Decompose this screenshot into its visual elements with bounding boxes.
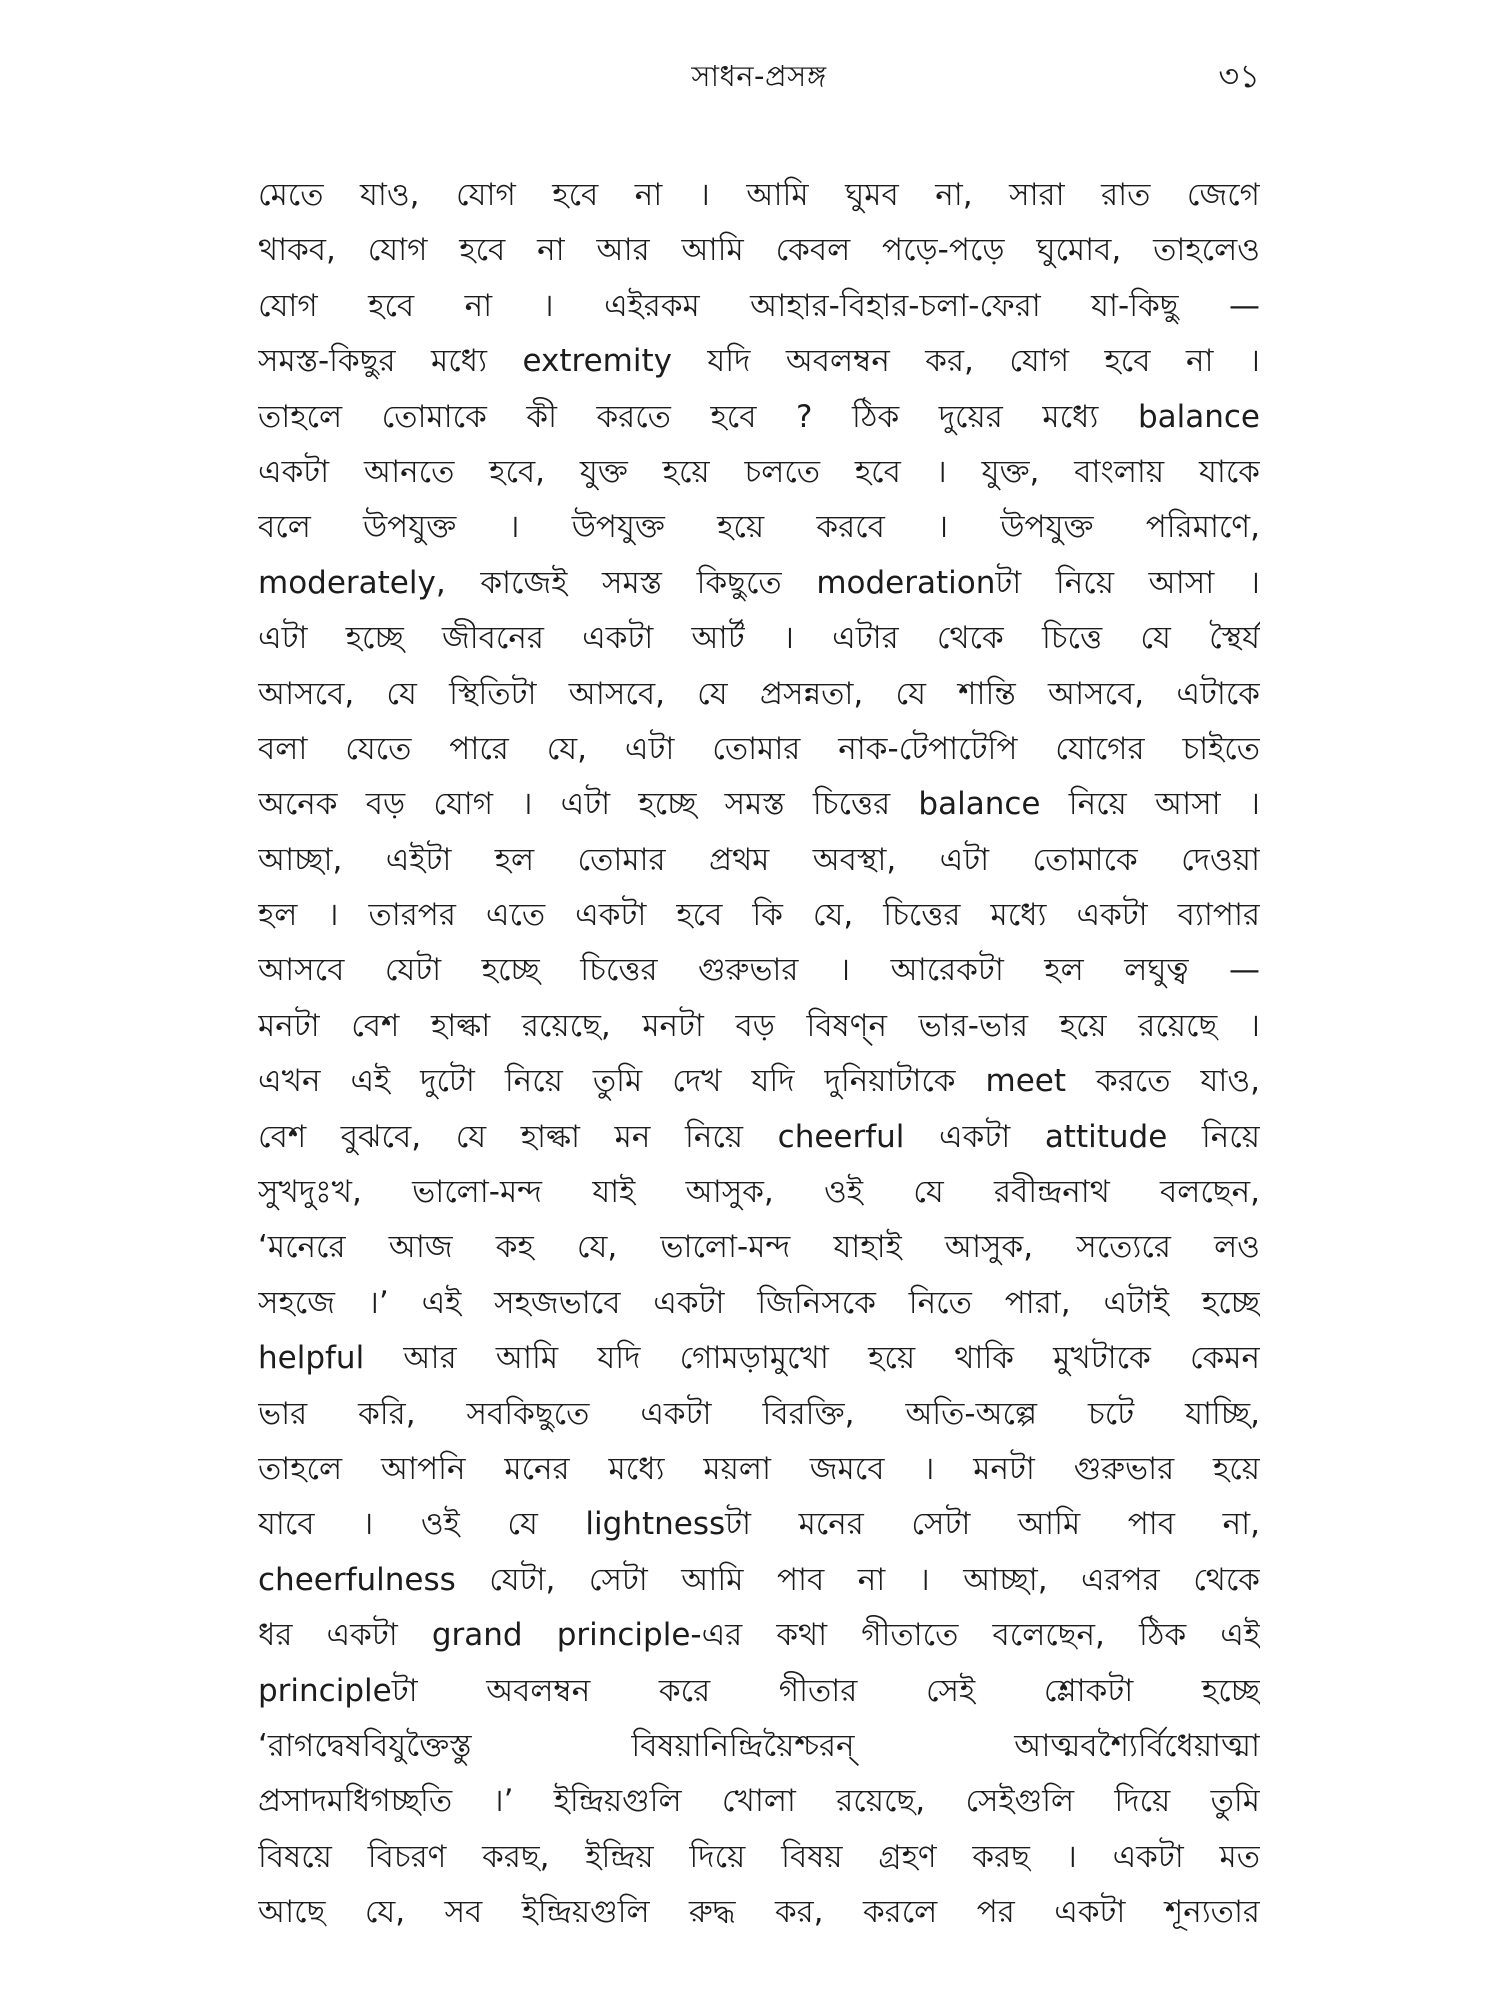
text-line: বলে উপযুক্ত । উপযুক্ত হয়ে করবে । উপযুক্ত পরিমাণে, <box>258 509 1260 546</box>
text-line: principleটা অবলম্বন করে গীতার সেই শ্লোকটা হচ্ছে <box>258 1672 1260 1709</box>
text-line: মেতে যাও, যোগ হবে না । আমি ঘুমব না, সারা রাত জেগে <box>258 177 1260 213</box>
text-line: বিষয়ে বিচরণ করছ, ইন্দ্রিয় দিয়ে বিষয় গ্রহণ করছ । একটা মত <box>258 1838 1260 1875</box>
text-line: ‘মনেরে আজ কহ যে, ভালো-মন্দ যাহাই আসুক, সত্যেরে লও <box>258 1229 1260 1266</box>
text-line: অনেক বড় যোগ । এটা হচ্ছে সমস্ত চিত্তের balance নিয়ে আসা । <box>258 786 1260 823</box>
text-line: সুখদুঃখ, ভালো-মন্দ যাই আসুক, ওই যে রবীন্দ্রনাথ বলছেন, <box>258 1174 1260 1211</box>
running-header <box>258 56 1260 116</box>
text-line: যোগ হবে না । এইরকম আহার-বিহার-চলা-ফেরা যা-কিছু — <box>258 287 1260 324</box>
text-line: প্রসাদমধিগচ্ছতি ।’ ইন্দ্রিয়গুলি খোলা রয়েছে, সেইগুলি দিয়ে তুমি <box>258 1783 1260 1820</box>
page-number: ৩১ <box>1218 57 1260 95</box>
text-line: একটা আনতে হবে, যুক্ত হয়ে চলতে হবে । যুক্ত, বাংলায় যাকে <box>258 453 1260 490</box>
text-line: সহজে ।’ এই সহজভাবে একটা জিনিসকে নিতে পারা, এটাই হচ্ছে <box>258 1284 1260 1321</box>
text-line: ভার করি, সবকিছুতে একটা বিরক্তি, অতি-অল্পে চটে যাচ্ছি, <box>258 1395 1260 1432</box>
text-line: ধর একটা grand principle-এর কথা গীতাতে বলেছেন, ঠিক এই <box>258 1617 1260 1654</box>
text-line: আছে যে, সব ইন্দ্রিয়গুলি রুদ্ধ কর, করলে পর একটা শূন্যতার <box>258 1894 1260 1931</box>
text-line: বেশ বুঝবে, যে হাল্কা মন নিয়ে cheerful একটা attitude নিয়ে <box>258 1118 1260 1155</box>
text-line: আসবে, যে স্থিতিটা আসবে, যে প্রসন্নতা, যে শান্তি আসবে, এটাকে <box>258 675 1260 712</box>
text-line: আসবে যেটা হচ্ছে চিত্তের গুরুভার । আরেকটা হল লঘুত্ব — <box>258 952 1260 989</box>
body-text <box>258 168 1260 1941</box>
text-line: যাবে । ওই যে lightnessটা মনের সেটা আমি পাব না, <box>258 1506 1260 1543</box>
text-line: এখন এই দুটো নিয়ে তুমি দেখ যদি দুনিয়াটাকে meet করতে যাও, <box>258 1063 1260 1100</box>
text-line: তাহলে তোমাকে কী করতে হবে ? ঠিক দুয়ের মধ্যে balance <box>258 398 1260 435</box>
text-line: তাহলে আপনি মনের মধ্যে ময়লা জমবে । মনটা গুরুভার হয়ে <box>258 1450 1260 1487</box>
text-line: হল । তারপর এতে একটা হবে কি যে, চিত্তের মধ্যে একটা ব্যাপার <box>258 897 1260 934</box>
text-line: ‘রাগদ্বেষবিযুক্তৈস্তু বিষয়ানিন্দ্রিয়ৈশ্চরন্ আত্মবশ্যৈর্বিধেয়াত্মা <box>258 1727 1260 1764</box>
text-line: এটা হচ্ছে জীবনের একটা আর্ট । এটার থেকে চিত্তে যে স্থৈর্য <box>258 620 1260 657</box>
text-line: সমস্ত-কিছুর মধ্যে extremity যদি অবলম্বন কর, যোগ হবে না । <box>258 343 1260 380</box>
text-line: moderately, কাজেই সমস্ত কিছুতে moderationটা নিয়ে আসা । <box>258 564 1260 601</box>
chapter-title: সাধন-প্রসঙ্গ <box>691 59 827 93</box>
text-line: helpful আর আমি যদি গোমড়ামুখো হয়ে থাকি মুখটাকে কেমন <box>258 1340 1260 1377</box>
text-line: বলা যেতে পারে যে, এটা তোমার নাক-টেপাটেপি যোগের চাইতে <box>258 730 1260 767</box>
text-line: cheerfulness যেটা, সেটা আমি পাব না । আচ্ছা, এরপর থেকে <box>258 1561 1260 1598</box>
text-line: থাকব, যোগ হবে না আর আমি কেবল পড়ে-পড়ে ঘুমোব, তাহলেও <box>258 232 1260 269</box>
text-line: মনটা বেশ হাল্কা রয়েছে, মনটা বড় বিষণ্ন ভার-ভার হয়ে রয়েছে । <box>258 1007 1260 1044</box>
text-line: আচ্ছা, এইটা হল তোমার প্রথম অবস্থা, এটা তোমাকে দেওয়া <box>258 841 1260 878</box>
